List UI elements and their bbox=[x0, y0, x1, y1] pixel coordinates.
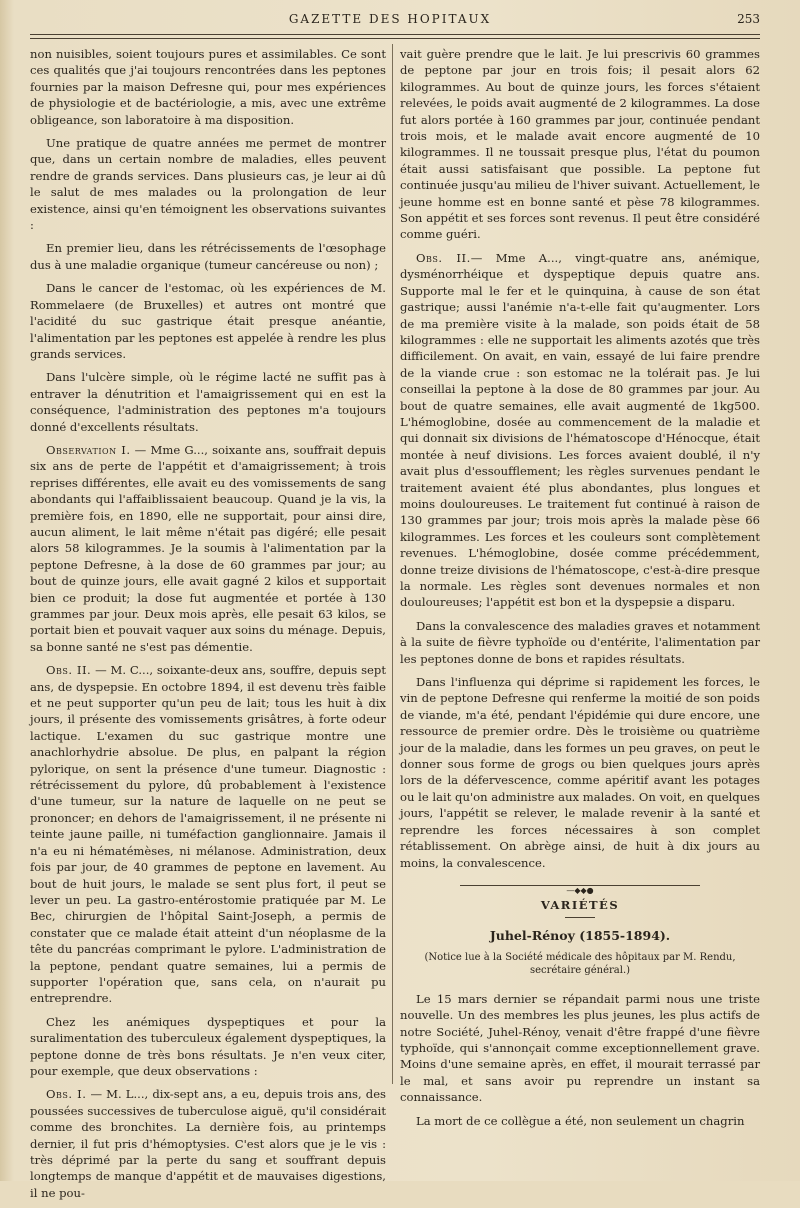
journal-title: GAZETTE DES HOPITAUX bbox=[288, 12, 492, 26]
left-column bbox=[30, 46, 386, 1208]
column-divider bbox=[392, 44, 393, 1084]
section-separator bbox=[400, 881, 760, 895]
paragraph: Le 15 mars dernier se répandait parmi nous une triste nouvelle. Un des membres les plus jeunes, les plus actifs de notre Société, Juhel-Rénoy, venait d'être frappé d'une fièvre typhoïde, qui s'annonçait comme exceptionnellement grave. Moins d'une semaine après, en effet, il mourait terrassé par le mal, et sans avoir pu reprendre un instant sa connaissance. bbox=[400, 991, 760, 1105]
article-notice: (Notice lue à la Société médicale des hôpitaux par M. Rendu, secrétaire général.) bbox=[424, 951, 736, 976]
paragraph: Dans la convalescence des maladies graves et notamment à la suite de fièvre typhoïde ou d'entérite, l'alimentation par les peptones donne de bons et rapides résultats. bbox=[400, 618, 760, 666]
paragraph: En premier lieu, dans les rétrécissements de l'œsophage dus à une maladie organique (tumeur cancéreuse ou non) ; bbox=[30, 241, 386, 272]
separator-ornament: —◆◆● bbox=[560, 886, 599, 895]
paragraph: vait guère prendre que le lait. Je lui prescrivis 60 grammes de peptone par jour en trois fois; il pesait alors 62 kilogrammes. Au bout de quinze jours, les forces s'étaient relevées, le poids avait augmenté de 2 kilogrammes. La dose fut alors portée à 160 grammes par jour, continuée pendant trois mois, et le malade avait encore augmenté de 10 kilogrammes. Il ne toussait presque plus, l'état du poumon était aussi satisfaisant que possible. La peptone fut continuée jusqu'au milieu de l'hiver suivant. Actuellement, le jeune homme est en bonne santé et pèse 78 kilogrammes. Son appétit et ses forces sont revenus. Il peut être considéré comme guéri. bbox=[400, 47, 760, 242]
page-number: 253 bbox=[737, 12, 760, 26]
observation-label: Obs. I. bbox=[46, 1087, 87, 1102]
observation-text: — M. L..., dix-sept ans, a eu, depuis trois ans, des poussées successives de tuberculose aiguë, qu'il considérait comme des bronchites. La dernière fois, au printemps dernier, il fut pris d'hémoptysies. C'est alors que je le vis : très déprimé par la perte du sang et souffrant depuis longtemps de manque d'appétit et de mauvaises digestions, il ne pou- bbox=[30, 1087, 387, 1200]
paragraph: non nuisibles, soient toujours pures et assimilables. Ce sont ces qualités que j'ai toujours rencontrées dans les peptones fournies par la maison Defresne qui, pour mes expériences de physiologie et de bactériologie, a mis, avec une extrême obligeance, son laboratoire à ma disposition. bbox=[30, 47, 386, 127]
observation bbox=[30, 442, 386, 655]
section-heading: VARIÉTÉS bbox=[540, 897, 620, 912]
paragraph: Dans l'influenza qui déprime si rapidement les forces, le vin de peptone Defresne qui renferme la moitié de son poids de viande, m'a été, pendant l'épidémie qui dure encore, une ressource de premier ordre. Dès le troisième ou quatrième jour de la maladie, dans les formes un peu graves, on peut le donner sous forme de grogs ou bien quelques jours après lors de la défervescence, comme apéritif avant les potages ou le lait qu'on administre aux malades. On voit, en quelques jours, l'appétit se relever, le malade revenir à la santé et reprendre les forces nécessaires à son complet rétablissement. On abrège ainsi, de huit à dix jours au moins, la convalescence. bbox=[400, 675, 761, 870]
short-rule bbox=[565, 917, 595, 918]
observation-label: Obs. II. bbox=[46, 663, 92, 678]
observation-text: — M. C..., soixante-deux ans, souffre, depuis sept ans, de dyspepsie. En octobre 1894, il est devenu très faible et ne peut supporter qu'un peu de lait; tous les huit à dix jours, il présente des vomissements grisâtres, à forte odeur lactique. L'examen du suc gastrique montre une anachlorhydrie absolue. De plus, en palpant la région pylorique, on sent la présence d'une tumeur. Diagnostic : rétrécissement du pylore, dû probablement à l'existence d'une tumeur, sur la nature de laquelle on ne peut se prononcer; en dehors de l'amaigrissement, il ne présente ni teinte jaune paille, ni tuméfaction ganglionnaire. Jamais il n'a eu ni hématémèses, ni mélanose. Administration, deux fois par jour, de 40 grammes de peptone en lavement. Au bout de huit jours, le malade se sent plus fort, il peut se lever un peu. La gastro-entérostomie pratiquée par M. Le Bec, chirurgien de l'hôpital Saint-Joseph, a permis de constater que ce malade était atteint d'un néoplasme de la tête du pancréas comprimant le pylore. L'administration de la peptone, pendant quatre semaines, lui a permis de supporter l'opération que, sans cela, on n'aurait pu entreprendre. bbox=[30, 663, 386, 1006]
observation-label: Observation I. bbox=[46, 442, 131, 457]
observation-label: Obs. II. bbox=[416, 250, 471, 265]
observation-text: — Mme G..., soixante ans, souffrait depuis six ans de perte de l'appétit et d'amaigrissement; à trois reprises différentes, elle avait eu des vomissements de sang abondants qui l'affaiblissaient beaucoup. Quand je la vis, la première fois, en 1890, elle ne supportait, pour ainsi dire, aucun aliment, le lait même n'était pas digéré; elle pesait alors 58 kilogrammes. Je la soumis à l'alimentation par la peptone Defresne, à la dose de 60 grammes par jour; au bout de quinze jours, elle avait gagné 2 kilos et supportait bien ce produit; la dose fut augmentée et portée à 130 grammes par jour. Deux mois après, elle pesait 63 kilos, se portait bien et pouvait vaquer aux soins du ménage. Depuis, sa bonne santé ne s'est pas démentie. bbox=[30, 442, 386, 654]
article-title: Juhel-Rénoy (1855-1894). bbox=[489, 928, 671, 944]
observation bbox=[30, 1086, 386, 1201]
paragraph: Chez les anémiques dyspeptiques et pour la suralimentation des tuberculeux également dyspeptiques, la peptone donne de très bons résultats. Je n'en veux citer, pour exemple, que deux observations : bbox=[30, 1014, 386, 1078]
paragraph: Dans le cancer de l'estomac, où les expériences de M. Rommelaere (de Bruxelles) et autres ont montré que l'acidité du suc gastrique était presque anéantie, l'alimentation par les peptones est appelée à rendre les plus grands services. bbox=[30, 281, 386, 361]
observation bbox=[400, 250, 760, 611]
page-header bbox=[20, 12, 760, 34]
paragraph: La mort de ce collègue a été, non seulement un chagrin bbox=[416, 1113, 745, 1128]
header-rule bbox=[30, 34, 760, 35]
paragraph: Une pratique de quatre années me permet de montrer que, dans un certain nombre de maladies, elles peuvent rendre de grands services. Dans plusieurs cas, je leur ai dû le salut de mes malades ou la prolongation de leur existence, ainsi qu'en témoignent les observations suivantes : bbox=[30, 136, 386, 233]
right-column bbox=[400, 46, 760, 1136]
paragraph: Dans l'ulcère simple, où le régime lacté ne suffit pas à entraver la dénutrition et l'amaigrissement qui en est la conséquence, l'administration des peptones m'a toujours donné d'excellents résultats. bbox=[30, 370, 386, 434]
header-rule-double bbox=[30, 38, 760, 39]
observation-text: — Mme A..., vingt-quatre ans, anémique, dysménorrhéique et dyspeptique depuis quatre ans. Supporte mal le fer et le quinquina, à cause de son état gastrique; aussi l'anémie n'a-t-elle fait qu'augmenter. Lors de ma première visite à la malade, son poids était de 58 kilogrammes : elle ne supportait les aliments azotés que très difficilement. On avait, en vain, essayé de lui faire prendre de la viande crue : son estomac ne la tolérait pas. Je lui conseillai la peptone à la dose de 80 grammes par jour. Au bout de quatre semaines, elle avait augmenté de 1kg500. L'hémoglobine, dosée au commencement de la maladie et qui donnait six divisions de l'hématoscope d'Hénocque, était montée à neuf divisions. Les forces avaient doublé, il n'y avait plus d'essoufflement; les règles survenues pendant le traitement avaient été plus abondantes, plus longues et moins douloureuses. Le traitement fut continué à raison de 130 grammes par jour; trois mois après la malade pèse 66 kilogrammes. Les forces et les couleurs sont complètement revenues. L'hémoglobine, dosée comme précédemment, donne treize divisions de l'hématoscope, c'est-à-dire presque la normale. Les règles sont devenues normales et non douloureuses; l'appétit est bon et la dyspepsie a disparu. bbox=[400, 250, 760, 610]
observation bbox=[30, 662, 386, 1007]
